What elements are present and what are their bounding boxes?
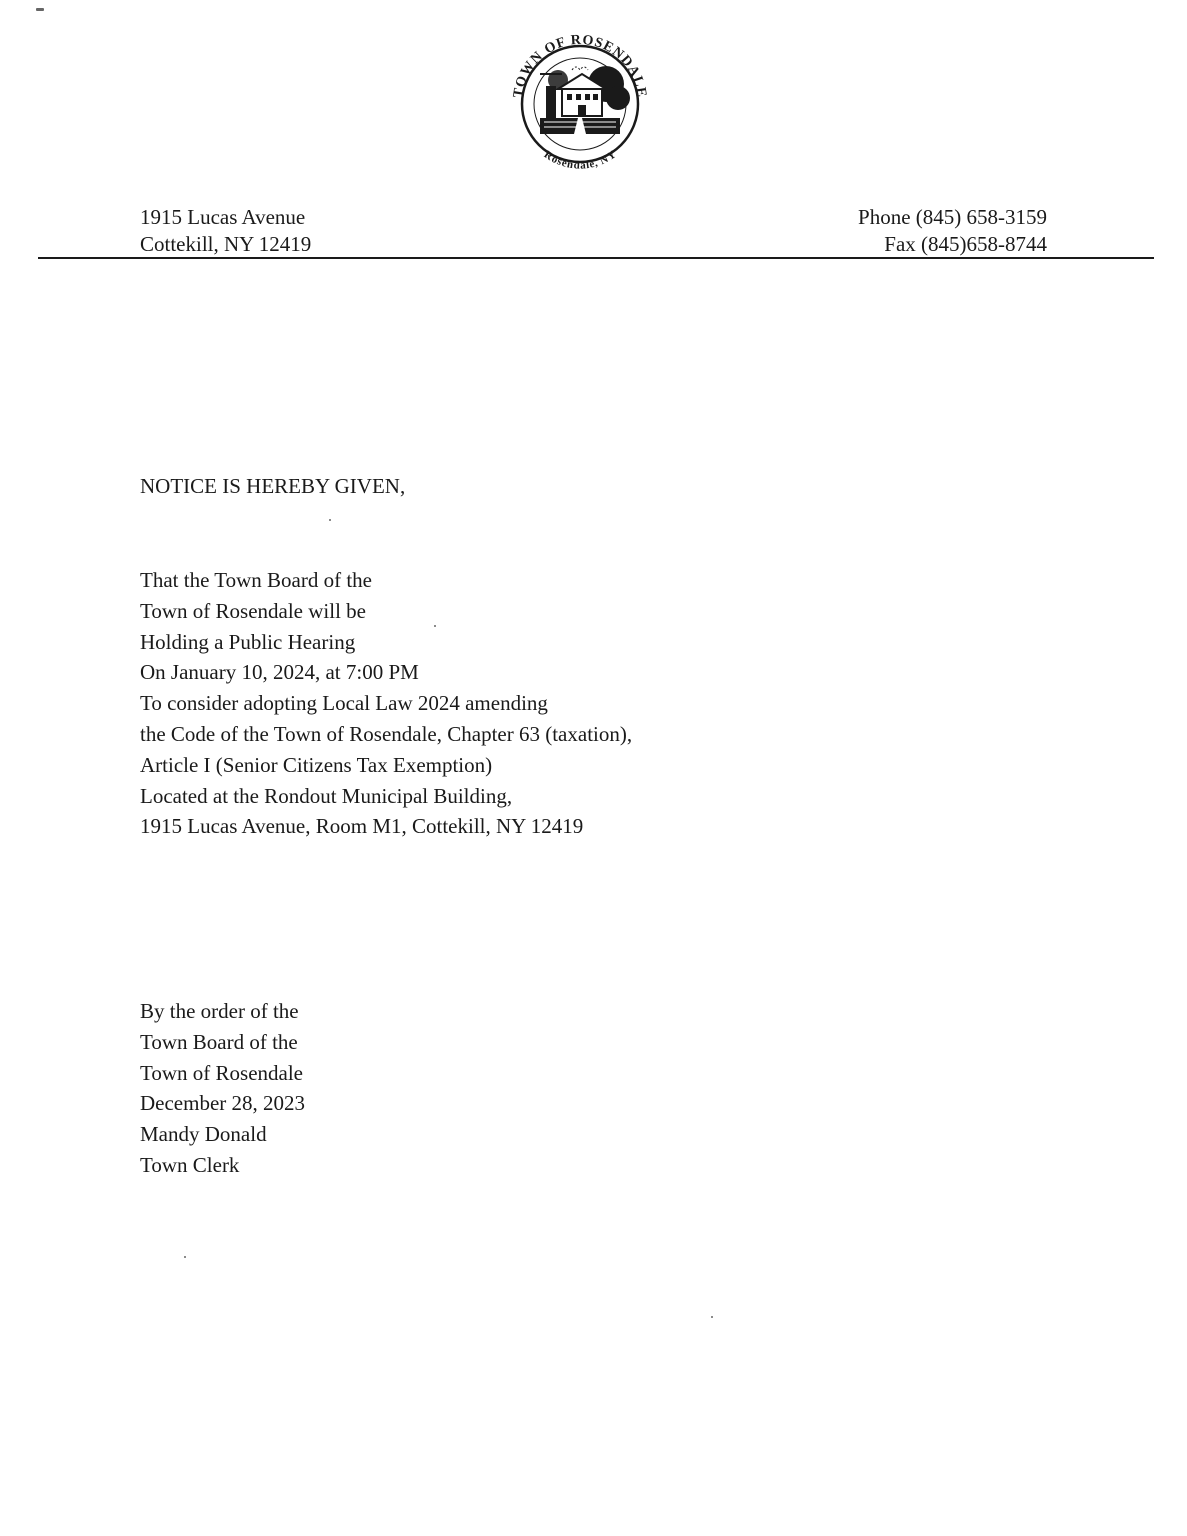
notice-line: Holding a Public Hearing [140,629,356,654]
notice-line: Article I (Senior Citizens Tax Exemption) [140,752,493,777]
letterhead-contact [858,204,1047,258]
notice-line: 1915 Lucas Avenue, Room M1, Cottekill, NY 12419 [140,814,584,839]
notice-line: That the Town Board of the [140,568,373,592]
fax-number: Fax (845)658-8744 [884,232,1047,256]
signature-date: December 28, 2023 [140,1091,306,1116]
scan-speck [434,625,436,627]
notice-line: the Code of the Town of Rosendale, Chapter 63 (taxation), [140,721,633,746]
svg-text:Rosendale, NY [542,149,619,172]
scan-speck [329,519,331,521]
notice-line: Located at the Rondout Municipal Building, [140,783,513,808]
town-seal-logo [500,22,660,182]
notice-line: Town of Rosendale will be [140,598,366,623]
letterhead-address [140,204,311,258]
notice-body [140,565,632,842]
notice-heading: NOTICE IS HEREBY GIVEN, [140,474,406,498]
signature-block [140,996,305,1181]
seal-bottom-text: Rosendale, NY [541,148,619,172]
address-line-1: 1915 Lucas Avenue [140,205,306,229]
scan-speck [184,1256,186,1258]
clerk-title: Town Clerk [140,1152,240,1177]
phone-number: Phone (845) 658-3159 [858,205,1047,229]
clerk-name: Mandy Donald [140,1122,267,1147]
signature-line: Town of Rosendale [140,1060,303,1085]
signature-line: Town Board of the [140,1029,298,1054]
letterhead-divider [38,257,1154,259]
signature-line: By the order of the [140,999,299,1023]
scan-speck [36,8,44,11]
seal-top-text: TOWN OF ROSENDALE [511,32,649,99]
notice-line: To consider adopting Local Law 2024 amending [140,691,548,716]
notice-line: On January 10, 2024, at 7:00 PM [140,660,419,685]
scan-speck [711,1316,713,1318]
address-line-2: Cottekill, NY 12419 [140,232,312,256]
